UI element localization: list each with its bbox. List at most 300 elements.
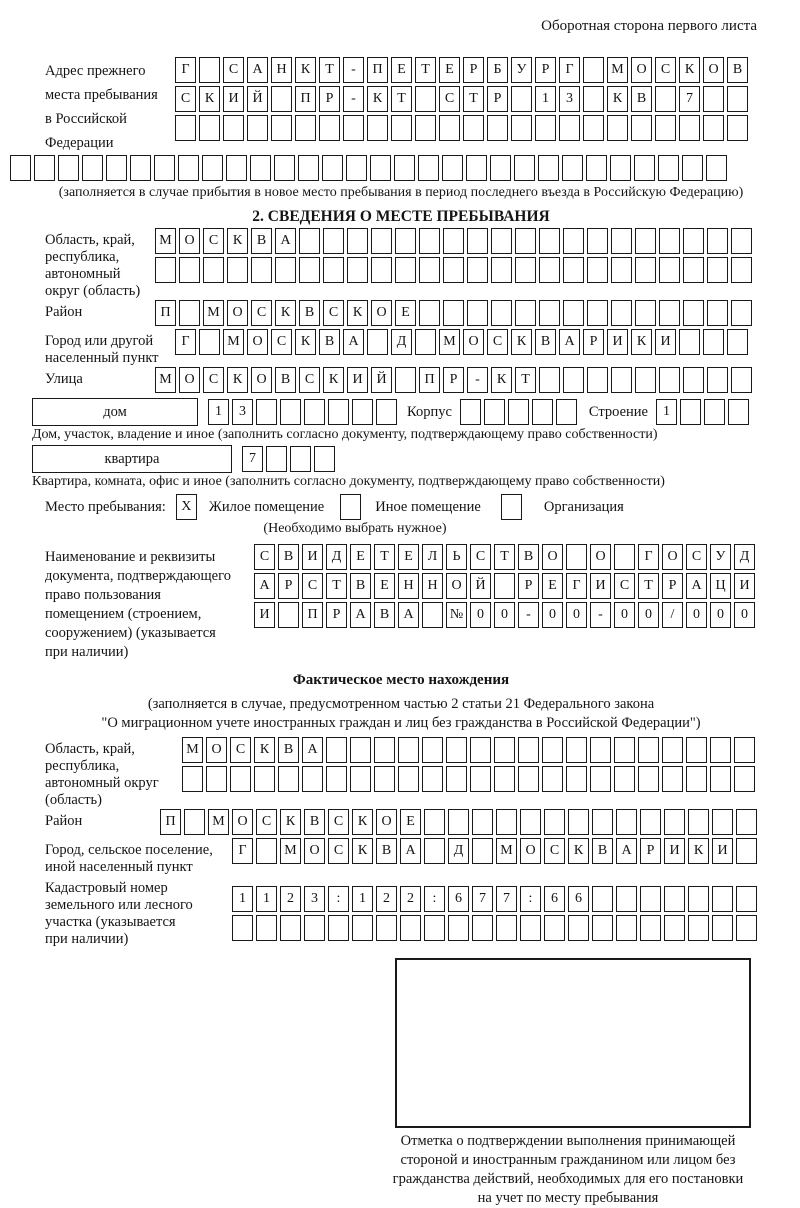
char-cell[interactable] — [631, 115, 652, 141]
char-cell[interactable] — [727, 115, 748, 141]
char-cell[interactable]: О — [446, 573, 467, 599]
char-cell[interactable]: 1 — [256, 886, 277, 912]
char-cell[interactable] — [266, 446, 287, 472]
char-cell[interactable] — [496, 915, 517, 941]
char-cell[interactable]: С — [175, 86, 196, 112]
char-cell[interactable] — [376, 915, 397, 941]
char-cell[interactable] — [662, 737, 683, 763]
char-cell[interactable]: В — [727, 57, 748, 83]
char-cell[interactable]: Е — [398, 544, 419, 570]
char-cell[interactable] — [326, 766, 347, 792]
char-cell[interactable]: В — [278, 737, 299, 763]
char-cell[interactable]: К — [275, 300, 296, 326]
char-cell[interactable]: Т — [319, 57, 340, 83]
char-cell[interactable] — [664, 886, 685, 912]
char-cell[interactable]: О — [247, 329, 268, 355]
char-cell[interactable]: С — [328, 809, 349, 835]
char-cell[interactable]: П — [295, 86, 316, 112]
char-cell[interactable]: О — [662, 544, 683, 570]
char-cell[interactable] — [680, 399, 701, 425]
char-cell[interactable] — [607, 115, 628, 141]
char-cell[interactable]: Е — [395, 300, 416, 326]
char-cell[interactable]: М — [208, 809, 229, 835]
char-cell[interactable] — [256, 915, 277, 941]
char-cell[interactable]: Р — [443, 367, 464, 393]
char-cell[interactable] — [518, 737, 539, 763]
char-cell[interactable] — [679, 329, 700, 355]
char-cell[interactable]: Р — [583, 329, 604, 355]
char-cell[interactable] — [679, 115, 700, 141]
char-cell[interactable]: 0 — [710, 602, 731, 628]
char-cell[interactable] — [202, 155, 223, 181]
char-cell[interactable] — [703, 329, 724, 355]
char-cell[interactable]: Б — [487, 57, 508, 83]
char-cell[interactable] — [280, 399, 301, 425]
char-cell[interactable] — [34, 155, 55, 181]
char-cell[interactable]: Р — [640, 838, 661, 864]
char-cell[interactable] — [520, 809, 541, 835]
char-cell[interactable]: - — [343, 57, 364, 83]
char-cell[interactable]: А — [254, 573, 275, 599]
char-cell[interactable] — [583, 57, 604, 83]
char-cell[interactable]: Р — [518, 573, 539, 599]
char-cell[interactable]: П — [155, 300, 176, 326]
char-cell[interactable] — [635, 228, 656, 254]
char-cell[interactable]: О — [179, 367, 200, 393]
char-cell[interactable]: О — [206, 737, 227, 763]
char-cell[interactable]: / — [662, 602, 683, 628]
char-cell[interactable]: К — [679, 57, 700, 83]
char-cell[interactable]: И — [254, 602, 275, 628]
char-cell[interactable] — [82, 155, 103, 181]
char-cell[interactable]: С — [439, 86, 460, 112]
char-cell[interactable]: 1 — [656, 399, 677, 425]
char-cell[interactable]: 7 — [472, 886, 493, 912]
char-cell[interactable] — [367, 329, 388, 355]
char-cell[interactable] — [443, 300, 464, 326]
char-cell[interactable] — [592, 886, 613, 912]
char-cell[interactable]: Й — [371, 367, 392, 393]
inoe-checkbox[interactable] — [340, 494, 361, 520]
char-cell[interactable]: В — [374, 602, 395, 628]
char-cell[interactable] — [688, 886, 709, 912]
char-cell[interactable]: А — [616, 838, 637, 864]
char-cell[interactable] — [470, 737, 491, 763]
char-cell[interactable] — [590, 766, 611, 792]
char-cell[interactable]: М — [155, 228, 176, 254]
char-cell[interactable] — [328, 915, 349, 941]
char-cell[interactable]: Г — [566, 573, 587, 599]
char-cell[interactable] — [419, 257, 440, 283]
char-cell[interactable] — [256, 399, 277, 425]
char-cell[interactable] — [706, 155, 727, 181]
char-cell[interactable]: К — [295, 57, 316, 83]
char-cell[interactable]: К — [280, 809, 301, 835]
char-cell[interactable] — [616, 915, 637, 941]
char-cell[interactable]: Й — [470, 573, 491, 599]
char-cell[interactable] — [442, 155, 463, 181]
char-cell[interactable] — [712, 809, 733, 835]
char-cell[interactable] — [508, 399, 529, 425]
char-cell[interactable] — [683, 300, 704, 326]
char-cell[interactable] — [346, 155, 367, 181]
char-cell[interactable] — [275, 257, 296, 283]
char-cell[interactable] — [226, 155, 247, 181]
char-cell[interactable]: К — [631, 329, 652, 355]
char-cell[interactable] — [616, 809, 637, 835]
char-cell[interactable] — [460, 399, 481, 425]
char-cell[interactable]: - — [590, 602, 611, 628]
char-cell[interactable]: М — [182, 737, 203, 763]
char-cell[interactable]: И — [712, 838, 733, 864]
char-cell[interactable] — [323, 257, 344, 283]
char-cell[interactable]: - — [518, 602, 539, 628]
char-cell[interactable]: В — [592, 838, 613, 864]
char-cell[interactable] — [583, 86, 604, 112]
char-cell[interactable] — [155, 257, 176, 283]
char-cell[interactable]: 0 — [686, 602, 707, 628]
char-cell[interactable]: К — [367, 86, 388, 112]
char-cell[interactable]: У — [511, 57, 532, 83]
char-cell[interactable] — [563, 228, 584, 254]
char-cell[interactable] — [727, 86, 748, 112]
char-cell[interactable]: 0 — [494, 602, 515, 628]
char-cell[interactable] — [686, 766, 707, 792]
char-cell[interactable] — [511, 86, 532, 112]
char-cell[interactable] — [302, 766, 323, 792]
char-cell[interactable]: О — [371, 300, 392, 326]
char-cell[interactable]: О — [520, 838, 541, 864]
char-cell[interactable] — [683, 228, 704, 254]
char-cell[interactable]: О — [232, 809, 253, 835]
char-cell[interactable] — [370, 155, 391, 181]
char-cell[interactable] — [223, 115, 244, 141]
char-cell[interactable] — [448, 809, 469, 835]
zhiloe-checkbox[interactable]: X — [176, 494, 197, 520]
char-cell[interactable] — [664, 915, 685, 941]
char-cell[interactable] — [634, 155, 655, 181]
char-cell[interactable] — [271, 115, 292, 141]
char-cell[interactable]: М — [203, 300, 224, 326]
char-cell[interactable] — [398, 766, 419, 792]
char-cell[interactable]: С — [256, 809, 277, 835]
char-cell[interactable]: И — [734, 573, 755, 599]
char-cell[interactable]: 0 — [470, 602, 491, 628]
char-cell[interactable]: Р — [662, 573, 683, 599]
char-cell[interactable] — [664, 809, 685, 835]
char-cell[interactable]: 0 — [734, 602, 755, 628]
char-cell[interactable]: А — [559, 329, 580, 355]
char-cell[interactable]: К — [688, 838, 709, 864]
char-cell[interactable]: Г — [638, 544, 659, 570]
char-cell[interactable]: А — [247, 57, 268, 83]
char-cell[interactable] — [736, 838, 757, 864]
char-cell[interactable] — [271, 86, 292, 112]
char-cell[interactable] — [343, 115, 364, 141]
char-cell[interactable] — [659, 300, 680, 326]
char-cell[interactable] — [175, 115, 196, 141]
char-cell[interactable] — [424, 809, 445, 835]
char-cell[interactable]: О — [463, 329, 484, 355]
char-cell[interactable] — [736, 809, 757, 835]
char-cell[interactable]: - — [467, 367, 488, 393]
char-cell[interactable] — [511, 115, 532, 141]
char-cell[interactable] — [179, 300, 200, 326]
char-cell[interactable] — [532, 399, 553, 425]
char-cell[interactable] — [446, 737, 467, 763]
char-cell[interactable]: С — [544, 838, 565, 864]
char-cell[interactable]: Р — [487, 86, 508, 112]
char-cell[interactable] — [586, 155, 607, 181]
char-cell[interactable] — [232, 915, 253, 941]
char-cell[interactable] — [203, 257, 224, 283]
char-cell[interactable] — [494, 573, 515, 599]
char-cell[interactable]: П — [367, 57, 388, 83]
char-cell[interactable]: 7 — [679, 86, 700, 112]
char-cell[interactable] — [395, 257, 416, 283]
char-cell[interactable] — [314, 446, 335, 472]
char-cell[interactable]: Е — [391, 57, 412, 83]
char-cell[interactable] — [472, 838, 493, 864]
char-cell[interactable]: С — [223, 57, 244, 83]
char-cell[interactable] — [352, 399, 373, 425]
char-cell[interactable] — [419, 228, 440, 254]
char-cell[interactable] — [295, 115, 316, 141]
char-cell[interactable]: И — [607, 329, 628, 355]
char-cell[interactable] — [422, 766, 443, 792]
char-cell[interactable] — [587, 367, 608, 393]
char-cell[interactable] — [563, 300, 584, 326]
char-cell[interactable] — [587, 228, 608, 254]
char-cell[interactable]: П — [160, 809, 181, 835]
char-cell[interactable] — [635, 257, 656, 283]
char-cell[interactable] — [227, 257, 248, 283]
char-cell[interactable]: И — [223, 86, 244, 112]
char-cell[interactable]: Н — [422, 573, 443, 599]
char-cell[interactable] — [443, 228, 464, 254]
char-cell[interactable]: В — [299, 300, 320, 326]
char-cell[interactable] — [422, 737, 443, 763]
char-cell[interactable] — [466, 155, 487, 181]
char-cell[interactable] — [256, 838, 277, 864]
char-cell[interactable] — [712, 915, 733, 941]
char-cell[interactable] — [520, 915, 541, 941]
char-cell[interactable]: 0 — [614, 602, 635, 628]
char-cell[interactable] — [290, 446, 311, 472]
char-cell[interactable] — [394, 155, 415, 181]
char-cell[interactable] — [535, 115, 556, 141]
char-cell[interactable] — [514, 155, 535, 181]
char-cell[interactable]: Ц — [710, 573, 731, 599]
char-cell[interactable]: О — [631, 57, 652, 83]
char-cell[interactable]: К — [295, 329, 316, 355]
char-cell[interactable] — [544, 915, 565, 941]
char-cell[interactable] — [592, 915, 613, 941]
char-cell[interactable]: И — [590, 573, 611, 599]
char-cell[interactable]: С — [655, 57, 676, 83]
char-cell[interactable]: В — [304, 809, 325, 835]
char-cell[interactable]: В — [319, 329, 340, 355]
char-cell[interactable] — [635, 367, 656, 393]
char-cell[interactable] — [424, 838, 445, 864]
char-cell[interactable] — [326, 737, 347, 763]
char-cell[interactable] — [470, 766, 491, 792]
char-cell[interactable] — [328, 399, 349, 425]
char-cell[interactable]: К — [607, 86, 628, 112]
char-cell[interactable] — [566, 544, 587, 570]
char-cell[interactable]: Е — [400, 809, 421, 835]
char-cell[interactable] — [736, 886, 757, 912]
char-cell[interactable] — [544, 809, 565, 835]
char-cell[interactable]: Т — [391, 86, 412, 112]
char-cell[interactable]: К — [254, 737, 275, 763]
char-cell[interactable] — [415, 115, 436, 141]
char-cell[interactable]: 6 — [448, 886, 469, 912]
char-cell[interactable] — [614, 766, 635, 792]
char-cell[interactable] — [731, 300, 752, 326]
char-cell[interactable] — [563, 367, 584, 393]
char-cell[interactable] — [587, 257, 608, 283]
char-cell[interactable]: С — [251, 300, 272, 326]
char-cell[interactable] — [371, 257, 392, 283]
char-cell[interactable] — [592, 809, 613, 835]
char-cell[interactable]: 0 — [542, 602, 563, 628]
char-cell[interactable]: Д — [448, 838, 469, 864]
char-cell[interactable]: П — [302, 602, 323, 628]
char-cell[interactable] — [542, 737, 563, 763]
char-cell[interactable] — [395, 228, 416, 254]
char-cell[interactable] — [467, 300, 488, 326]
char-cell[interactable]: Р — [535, 57, 556, 83]
char-cell[interactable] — [491, 228, 512, 254]
char-cell[interactable] — [731, 228, 752, 254]
char-cell[interactable] — [278, 602, 299, 628]
char-cell[interactable] — [467, 257, 488, 283]
char-cell[interactable] — [322, 155, 343, 181]
char-cell[interactable]: В — [251, 228, 272, 254]
char-cell[interactable] — [298, 155, 319, 181]
char-cell[interactable] — [707, 367, 728, 393]
char-cell[interactable] — [154, 155, 175, 181]
char-cell[interactable]: 2 — [376, 886, 397, 912]
char-cell[interactable] — [199, 329, 220, 355]
char-cell[interactable] — [682, 155, 703, 181]
char-cell[interactable]: О — [376, 809, 397, 835]
char-cell[interactable]: Г — [175, 57, 196, 83]
char-cell[interactable]: С — [302, 573, 323, 599]
char-cell[interactable] — [659, 367, 680, 393]
char-cell[interactable]: М — [607, 57, 628, 83]
char-cell[interactable] — [583, 115, 604, 141]
char-cell[interactable] — [703, 115, 724, 141]
char-cell[interactable]: В — [350, 573, 371, 599]
char-cell[interactable] — [350, 766, 371, 792]
char-cell[interactable] — [611, 228, 632, 254]
char-cell[interactable]: Р — [326, 602, 347, 628]
char-cell[interactable] — [515, 228, 536, 254]
char-cell[interactable] — [638, 766, 659, 792]
char-cell[interactable]: С — [203, 228, 224, 254]
char-cell[interactable] — [710, 766, 731, 792]
char-cell[interactable]: 6 — [568, 886, 589, 912]
char-cell[interactable]: 0 — [638, 602, 659, 628]
char-cell[interactable] — [199, 57, 220, 83]
char-cell[interactable] — [424, 915, 445, 941]
char-cell[interactable] — [274, 155, 295, 181]
char-cell[interactable] — [659, 228, 680, 254]
char-cell[interactable]: С — [323, 300, 344, 326]
char-cell[interactable] — [707, 257, 728, 283]
char-cell[interactable] — [635, 300, 656, 326]
char-cell[interactable] — [712, 886, 733, 912]
char-cell[interactable] — [539, 367, 560, 393]
char-cell[interactable]: И — [302, 544, 323, 570]
char-cell[interactable] — [467, 228, 488, 254]
char-cell[interactable] — [683, 367, 704, 393]
char-cell[interactable] — [299, 228, 320, 254]
char-cell[interactable] — [566, 766, 587, 792]
char-cell[interactable] — [490, 155, 511, 181]
char-cell[interactable] — [496, 809, 517, 835]
char-cell[interactable] — [472, 915, 493, 941]
char-cell[interactable]: О — [703, 57, 724, 83]
char-cell[interactable]: Д — [391, 329, 412, 355]
char-cell[interactable]: М — [439, 329, 460, 355]
char-cell[interactable]: Н — [271, 57, 292, 83]
char-cell[interactable]: : — [424, 886, 445, 912]
char-cell[interactable] — [182, 766, 203, 792]
char-cell[interactable] — [130, 155, 151, 181]
char-cell[interactable]: С — [230, 737, 251, 763]
char-cell[interactable]: С — [470, 544, 491, 570]
char-cell[interactable]: А — [343, 329, 364, 355]
char-cell[interactable] — [347, 257, 368, 283]
char-cell[interactable]: А — [275, 228, 296, 254]
char-cell[interactable] — [251, 257, 272, 283]
char-cell[interactable]: С — [614, 573, 635, 599]
char-cell[interactable]: 6 — [544, 886, 565, 912]
char-cell[interactable] — [686, 737, 707, 763]
char-cell[interactable] — [491, 257, 512, 283]
char-cell[interactable] — [367, 115, 388, 141]
char-cell[interactable]: К — [347, 300, 368, 326]
char-cell[interactable]: К — [568, 838, 589, 864]
char-cell[interactable] — [658, 155, 679, 181]
char-cell[interactable]: Т — [638, 573, 659, 599]
char-cell[interactable]: В — [376, 838, 397, 864]
char-cell[interactable]: 2 — [400, 886, 421, 912]
char-cell[interactable] — [640, 886, 661, 912]
char-cell[interactable]: М — [496, 838, 517, 864]
char-cell[interactable] — [640, 915, 661, 941]
char-cell[interactable]: В — [535, 329, 556, 355]
char-cell[interactable]: 3 — [304, 886, 325, 912]
char-cell[interactable] — [518, 766, 539, 792]
char-cell[interactable] — [10, 155, 31, 181]
char-cell[interactable]: 3 — [232, 399, 253, 425]
char-cell[interactable] — [734, 766, 755, 792]
char-cell[interactable]: У — [710, 544, 731, 570]
char-cell[interactable]: Р — [278, 573, 299, 599]
org-checkbox[interactable] — [501, 494, 522, 520]
char-cell[interactable] — [614, 737, 635, 763]
char-cell[interactable] — [319, 115, 340, 141]
char-cell[interactable] — [280, 915, 301, 941]
char-cell[interactable]: С — [254, 544, 275, 570]
char-cell[interactable] — [703, 86, 724, 112]
char-cell[interactable] — [352, 915, 373, 941]
char-cell[interactable]: Г — [559, 57, 580, 83]
